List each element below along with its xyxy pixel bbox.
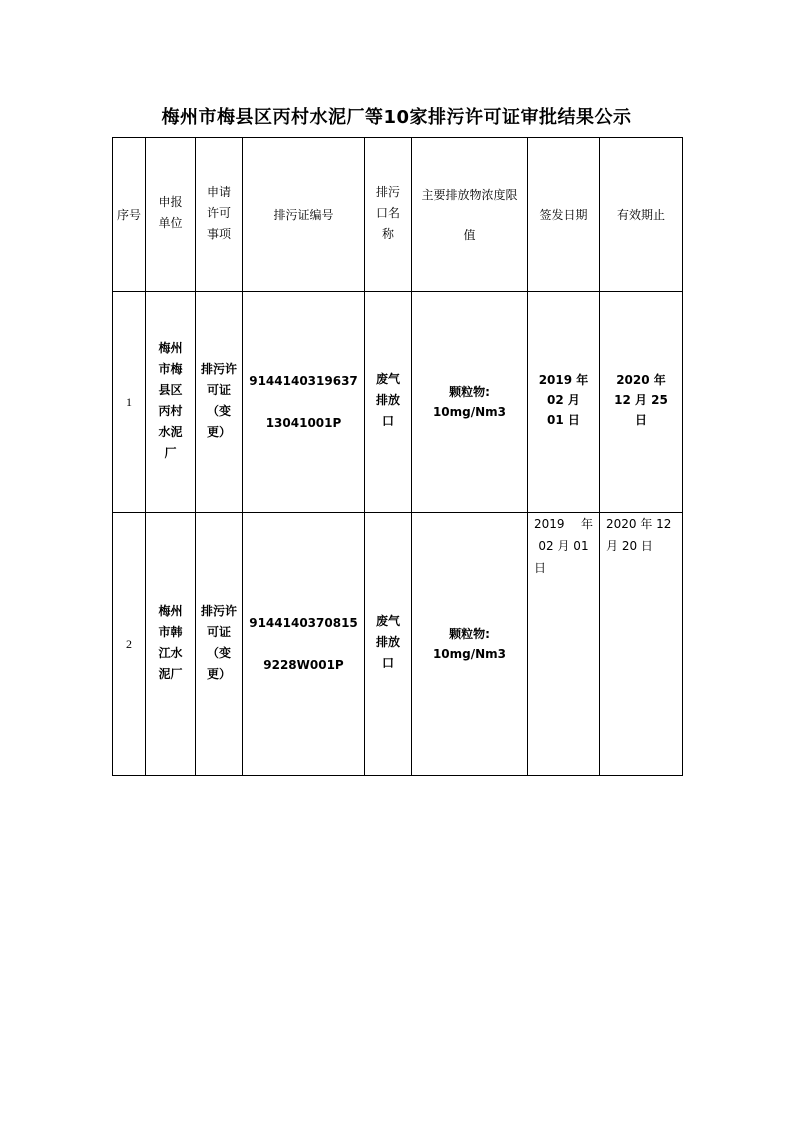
header-applicant: 申报单位: [146, 138, 196, 292]
header-seq: 序号: [113, 138, 146, 292]
row-valid-until: 2020 年 12 月 25 日: [600, 292, 683, 513]
table-header-row: [113, 138, 683, 292]
header-valid-until: 有效期止: [600, 138, 683, 292]
row-issue-date: 2019 年 02 月 01 日: [528, 513, 600, 776]
header-item: 申请许可事项: [196, 138, 243, 292]
row-outlet: 废气排放口: [365, 513, 412, 776]
row-seq: 2: [113, 513, 146, 776]
row-outlet: 废气排放口: [365, 292, 412, 513]
permit-table: [112, 137, 683, 776]
row-applicant: 梅州市梅县区丙村水泥厂: [146, 292, 196, 513]
row-limit: 颗粒物: 10mg/Nm3: [412, 513, 528, 776]
page-title: 梅州市梅县区丙村水泥厂等10家排污许可证审批结果公示: [161, 107, 632, 128]
header-outlet: 排污口名称: [365, 138, 412, 292]
table-row: [113, 292, 683, 513]
row-item: 排污许可证（变更）: [196, 292, 243, 513]
header-issue-date: 签发日期: [528, 138, 600, 292]
row-permit-no: 91441403708159228W001P: [243, 513, 365, 776]
row-applicant: 梅州市韩江水泥厂: [146, 513, 196, 776]
row-valid-until: 2020 年 12 月 20 日: [600, 513, 683, 776]
table-row: [113, 513, 683, 776]
row-seq: 1: [113, 292, 146, 513]
row-limit: 颗粒物: 10mg/Nm3: [412, 292, 528, 513]
header-permit-no: 排污证编号: [243, 138, 365, 292]
row-issue-date: 2019 年 02 月 01 日: [528, 292, 600, 513]
header-limit: 主要排放物浓度限值: [412, 138, 528, 292]
row-item: 排污许可证（变更）: [196, 513, 243, 776]
row-permit-no: 914414031963713041001P: [243, 292, 365, 513]
